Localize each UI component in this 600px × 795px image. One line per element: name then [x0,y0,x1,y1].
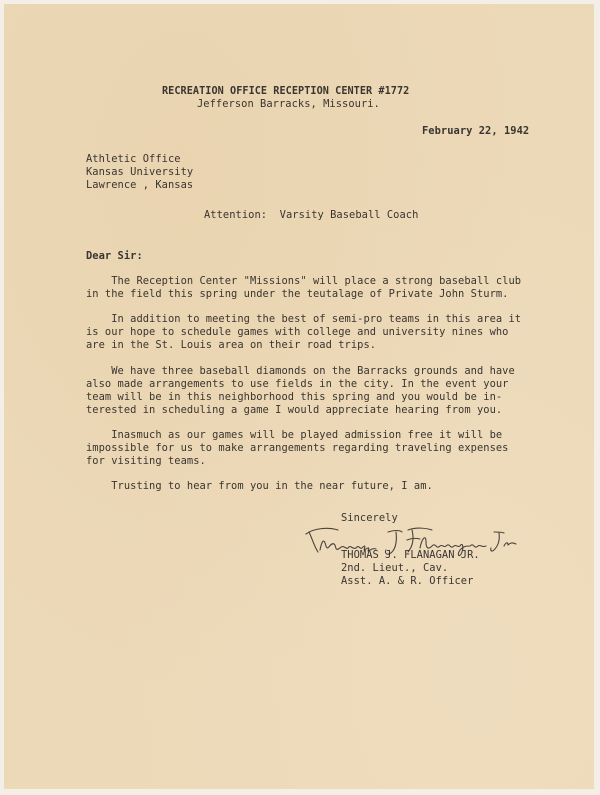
body-line: is our hope to schedule games with college and university nines who [86,326,509,338]
closing-line: Trusting to hear from you in the near future, I am. [86,480,433,492]
body-line: also made arrangements to use fields in the city. In the event your [86,378,509,390]
letter-date: February 22, 1942 [422,125,530,137]
body-line: terested in scheduling a game I would appreciate hearing from you. [86,404,503,416]
letter-page [4,4,594,789]
body-line: are in the St. Louis area on their road trips. [86,339,377,351]
body-line: Inasmuch as our games will be played admission free it will be [86,429,503,441]
body-line: for visiting teams. [86,455,206,467]
letterhead-location: Jefferson Barracks, Missouri. [197,98,380,110]
body-line: team will be in this neighborhood this spring and you would be in- [86,391,503,403]
signer-title: Asst. A. & R. Officer [341,575,474,587]
letterhead-title: RECREATION OFFICE RECEPTION CENTER #1772 [162,86,410,97]
attention-line: Attention: Varsity Baseball Coach [204,209,419,221]
signer-rank: 2nd. Lieut., Cav. [341,562,449,574]
recipient-line: Kansas University [86,166,194,178]
typed-signer-name: THOMAS J. FLANAGAN JR. [341,549,480,561]
body-line: The Reception Center "Missions" will place a strong baseball club [86,275,522,287]
complimentary-close: Sincerely [341,512,398,524]
recipient-line: Athletic Office [86,153,181,165]
salutation: Dear Sir: [86,250,143,262]
recipient-line: Lawrence , Kansas [86,179,194,191]
body-line: in the field this spring under the teutalage of Private John Sturm. [86,288,509,300]
body-line: In addition to meeting the best of semi-pro teams in this area it [86,313,522,325]
body-line: impossible for us to make arrangements regarding traveling expenses [86,442,509,454]
body-line: We have three baseball diamonds on the Barracks grounds and have [86,365,515,377]
